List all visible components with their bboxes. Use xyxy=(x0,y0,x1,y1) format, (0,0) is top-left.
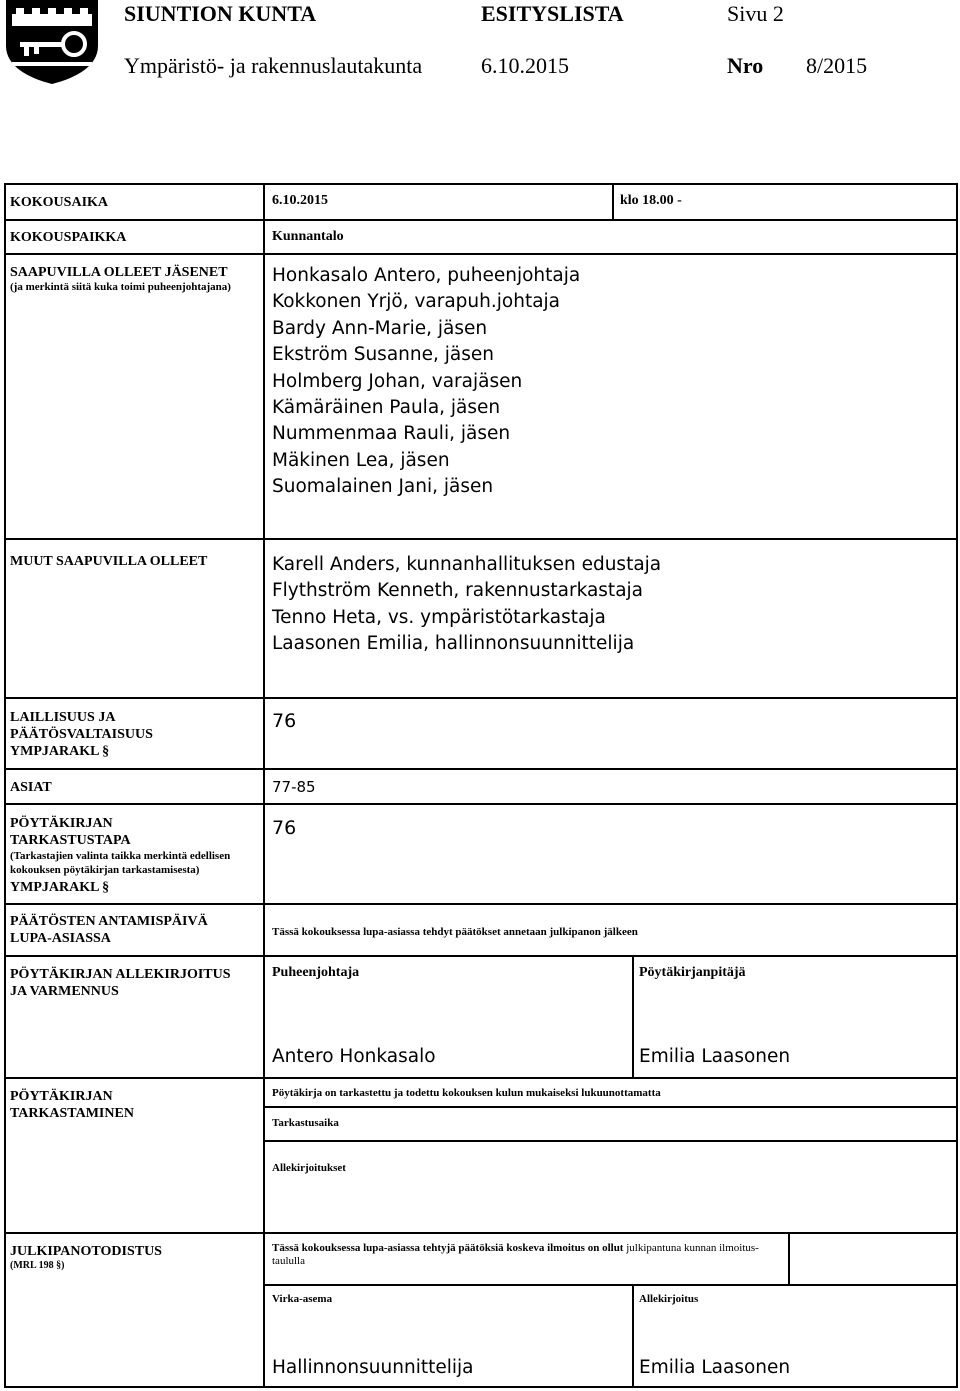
municipality-logo xyxy=(2,0,102,84)
other-attendee: Laasonen Emilia, hallinnonsuunnittelija xyxy=(272,633,635,655)
secretary-label: Pöytäkirjanpitäjä xyxy=(639,965,746,980)
matters-label: ASIAT xyxy=(10,780,52,795)
member: Bardy Ann-Marie, jäsen xyxy=(272,317,488,339)
inspection-time-label: Tarkastusaika xyxy=(272,1117,339,1129)
nro-label: Nro xyxy=(727,53,764,78)
board-name: Ympäristö- ja rakennuslautakunta xyxy=(124,53,423,78)
meeting-clock: klo 18.00 - xyxy=(620,193,682,208)
row-divider xyxy=(4,697,958,699)
row-divider xyxy=(4,253,958,255)
inspection-label-2: TARKASTAMINEN xyxy=(10,1106,134,1121)
row-divider xyxy=(264,1106,958,1108)
position-label: Virka-asema xyxy=(272,1293,333,1305)
nro-value: 8/2015 xyxy=(806,53,868,78)
notice-signature-value: Emilia Laasonen xyxy=(639,1357,791,1378)
signature-label-2: JA VARMENNUS xyxy=(10,984,119,999)
column-divider xyxy=(632,955,634,1078)
notice-text xyxy=(272,1242,782,1268)
column-divider xyxy=(263,183,265,1388)
others-label: MUUT SAAPUVILLA OLLEET xyxy=(10,554,208,569)
legality-value: 76 xyxy=(272,710,297,732)
row-divider xyxy=(4,1232,958,1234)
member: Nummenmaa Rauli, jäsen xyxy=(272,423,511,445)
notice-text-rest: julkipantuna kunnan ilmoitus- xyxy=(623,1242,759,1254)
notice-signature-label: Allekirjoitus xyxy=(639,1293,699,1305)
member: Kämäräinen Paula, jäsen xyxy=(272,397,501,419)
decision-date-value: Tässä kokouksessa lupa-asiassa tehdyt päätökset annetaan julkipanon jälkeen xyxy=(272,926,638,938)
legality-label-line: YMPJARAKL § xyxy=(10,744,110,759)
column-divider xyxy=(612,183,614,220)
review-method-label-3: YMPJARAKL § xyxy=(10,880,110,895)
member: Ekström Susanne, jäsen xyxy=(272,344,494,366)
review-method-note-2: kokouksen pöytäkirjan tarkastamisesta) xyxy=(10,864,200,876)
member: Holmberg Johan, varajäsen xyxy=(272,370,523,392)
inspection-signatures-label: Allekirjoitukset xyxy=(272,1162,346,1174)
member: Suomalainen Jani, jäsen xyxy=(272,476,494,498)
position-value: Hallinnonsuunnittelija xyxy=(272,1357,474,1378)
others-list xyxy=(272,552,661,658)
row-divider xyxy=(4,538,958,540)
member: Honkasalo Antero, puheenjohtaja xyxy=(272,265,581,286)
meeting-time-label: KOKOUSAIKA xyxy=(10,195,109,210)
notice-sublabel: (MRL 198 §) xyxy=(10,1260,65,1271)
row-divider xyxy=(4,955,958,957)
review-method-label-2: TARKASTUSTAPA xyxy=(10,833,131,848)
legality-label-line: LAILLISUUS JA xyxy=(10,710,116,725)
legality-label xyxy=(10,709,153,760)
inspection-statement: Pöytäkirja on tarkastettu ja todettu kokouksen kulun mukaiseksi lukuunottamatta xyxy=(272,1087,661,1099)
inspection-label-1: PÖYTÄKIRJAN xyxy=(10,1089,113,1104)
row-divider xyxy=(4,803,958,805)
review-method-label-1: PÖYTÄKIRJAN xyxy=(10,816,113,831)
chair-label: Puheenjohtaja xyxy=(272,965,360,980)
meeting-place-label: KOKOUSPAIKKA xyxy=(10,230,127,245)
municipality-name: SIUNTION KUNTA xyxy=(124,1,317,26)
row-divider xyxy=(264,1284,958,1286)
notice-text-bold: Tässä kokouksessa lupa-asiassa tehtyjä päätöksiä koskeva ilmoitus on ollut xyxy=(272,1242,624,1254)
chair-name: Antero Honkasalo xyxy=(272,1046,436,1067)
member: Mäkinen Lea, jäsen xyxy=(272,449,450,471)
matters-value: 77-85 xyxy=(272,778,316,796)
review-method-value: 76 xyxy=(272,817,297,839)
column-divider xyxy=(632,1284,634,1388)
secretary-name: Emilia Laasonen xyxy=(639,1046,791,1067)
decision-date-label-1: PÄÄTÖSTEN ANTAMISPÄIVÄ xyxy=(10,914,208,929)
review-method-note-1: (Tarkastajien valinta taikka merkintä edellisen xyxy=(10,850,231,862)
member: Kokkonen Yrjö, varapuh.johtaja xyxy=(272,291,561,313)
column-divider xyxy=(788,1232,790,1285)
row-divider xyxy=(4,768,958,770)
legality-label-line: PÄÄTÖSVALTAISUUS xyxy=(10,727,153,742)
coat-of-arms-icon xyxy=(2,0,102,84)
row-divider xyxy=(4,1077,958,1079)
members-label: SAAPUVILLA OLLEET JÄSENET xyxy=(10,265,228,280)
other-attendee: Tenno Heta, vs. ympäristötarkastaja xyxy=(272,606,606,628)
decision-date-label-2: LUPA-ASIASSA xyxy=(10,931,111,946)
row-divider xyxy=(4,219,958,221)
notice-text-line2: taululla xyxy=(272,1255,305,1267)
signature-label-1: PÖYTÄKIRJAN ALLEKIRJOITUS xyxy=(10,967,231,982)
notice-label: JULKIPANOTODISTUS xyxy=(10,1244,162,1259)
row-divider xyxy=(4,903,958,905)
members-list xyxy=(272,263,580,501)
other-attendee: Flythström Kenneth, rakennustarkastaja xyxy=(272,580,644,602)
header-date: 6.10.2015 xyxy=(481,53,569,78)
page-number: Sivu 2 xyxy=(727,1,784,26)
meeting-date: 6.10.2015 xyxy=(272,193,328,208)
document-type: ESITYSLISTA xyxy=(481,1,624,26)
meeting-place: Kunnantalo xyxy=(272,229,344,244)
row-divider xyxy=(264,1140,958,1142)
members-sublabel: (ja merkintä siitä kuka toimi puheenjohtajana) xyxy=(10,281,231,293)
other-attendee: Karell Anders, kunnanhallituksen edustaja xyxy=(272,554,662,575)
